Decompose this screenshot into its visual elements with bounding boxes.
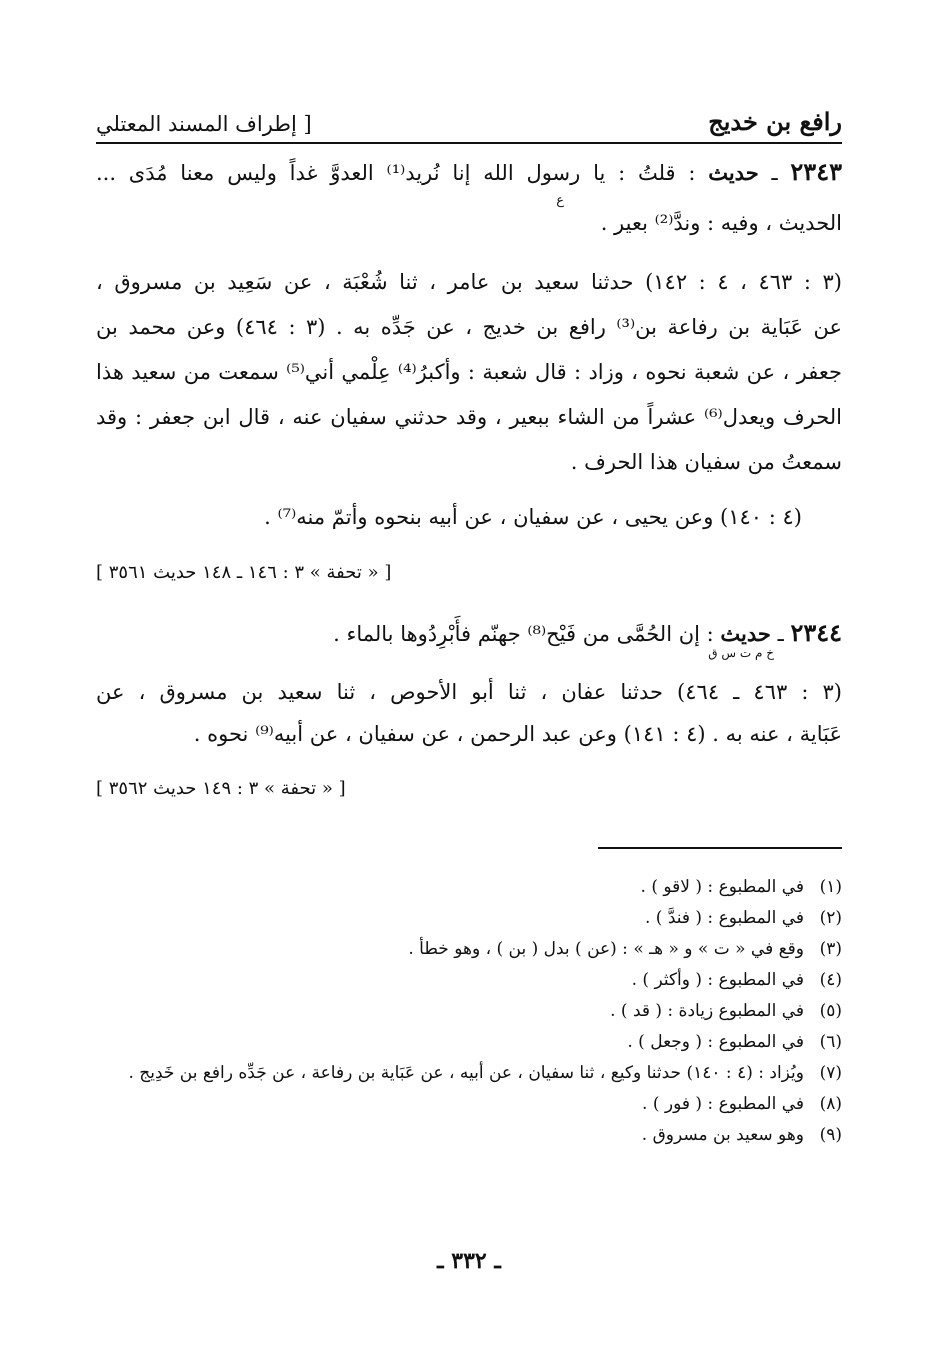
hadith-keyword: حديث xyxy=(708,160,759,185)
hadith-dash: ـ xyxy=(777,622,784,646)
hadith-keyword: حديث xyxy=(720,621,771,646)
footnote-number: (٥) xyxy=(819,1001,842,1021)
hadith-2343-text-line-1 xyxy=(96,152,842,193)
footnote-item xyxy=(96,1120,842,1151)
footnote-text: في المطبوع : ( فندَّ ) . xyxy=(644,908,804,928)
isnad-line: عن عَبَاية بن رفاعة بن⁽³⁾ رافع بن خديج ، عن جَدِّه به . (٣ : ٤٦٤) وعن محمد بن xyxy=(96,315,842,339)
footnote-item xyxy=(96,965,842,996)
header-book-title: [ إطراف المسند المعتلي xyxy=(96,112,312,136)
footnote-number: (٩) xyxy=(819,1125,842,1145)
hadith-2343-isnad xyxy=(96,262,842,482)
footnote-item xyxy=(96,996,842,1027)
footnote-text: في المطبوع زيادة : ( قد ) . xyxy=(610,1001,804,1021)
hadith-2344-isnad xyxy=(96,672,842,754)
footnote-item xyxy=(96,1089,842,1120)
hadith-2344-source-marks: خ م ت س ق xyxy=(708,646,774,660)
footnote-number: (١) xyxy=(819,877,842,897)
hadith-dash: ـ xyxy=(771,161,778,185)
hadith-2343-tuhfa-ref xyxy=(96,558,842,588)
footnote-text: وقع في « ت » و « هـ » : (عن ) بدل ( بن ) ، وهو خطأ . xyxy=(408,939,804,959)
footnote-text: في المطبوع : ( لاقو ) . xyxy=(640,877,804,897)
header-chapter-title: رافع بن خديج xyxy=(708,107,842,136)
hadith-matn: : قلتُ : يا رسول الله إنا نُريد⁽¹⁾ العدوَّ غداً وليس معنا مُدَى ... xyxy=(96,161,696,185)
isnad-line: (٣ : ٤٦٣ ، ٤ : ١٤٢) حدثنا سعيد بن عامر ، ثنا شُعْبَة ، عن سَعِيد بن مسروق ، xyxy=(96,270,842,294)
tuhfa-reference xyxy=(96,558,842,588)
hadith-entry-2344 xyxy=(96,613,842,660)
footnote-divider xyxy=(598,847,842,849)
footnote-text: في المطبوع : ( فور ) . xyxy=(642,1094,804,1114)
footnote-item xyxy=(96,1027,842,1058)
footnote-text: وهو سعيد بن مسروق . xyxy=(641,1125,804,1145)
footnote-text: ويُزاد : (٤ : ١٤٠) حدثنا وكيع ، ثنا سفيان ، عن أبيه ، عن عَبَاية بن رفاعة ، عن جَدِّه رافع بن خَدِيج . xyxy=(128,1063,804,1083)
page-number: ـ ٣٣٢ ـ xyxy=(437,1248,501,1274)
isnad-line: عَبَاية ، عنه به . (٤ : ١٤١) وعن عبد الرحمن ، عن سفيان ، عن أبيه⁽⁹⁾ نحوه . xyxy=(193,722,842,746)
footnote-text: في المطبوع : ( وأكثر ) . xyxy=(631,970,804,990)
hadith-number: ٢٣٤٣ xyxy=(790,157,842,186)
footnote-item xyxy=(96,872,842,903)
footnote-number: (٤) xyxy=(819,970,842,990)
footnote-number: (٦) xyxy=(819,1032,842,1052)
footnote-item xyxy=(96,934,842,965)
hadith-2343-text-line-2: الحديث ، وفيه : وندَّ⁽²⁾ بعير . xyxy=(600,211,842,235)
hadith-number: ٢٣٤٤ xyxy=(790,618,842,647)
running-header xyxy=(96,96,842,144)
footnotes xyxy=(96,872,842,1151)
tuhfa-reference xyxy=(96,774,842,804)
footnote-number: (٢) xyxy=(819,908,842,928)
hadith-2344-tuhfa-ref xyxy=(96,774,842,804)
tuhfa-reference-text: [ « تحفة » ٣ : ١٤٩ حديث ٣٥٦٢ ] xyxy=(96,778,346,799)
hadith-2343-isnad-2 xyxy=(96,497,842,537)
footnote-number: (٧) xyxy=(819,1063,842,1083)
hadith-entry-2343 xyxy=(96,152,842,243)
isnad-line: سمعتُ من سفيان هذا الحرف . xyxy=(570,450,842,474)
footnote-item xyxy=(96,903,842,934)
footnote-number: (٣) xyxy=(819,939,842,959)
footnote-text: في المطبوع : ( وجعل ) . xyxy=(627,1032,804,1052)
isnad-line: (٣ : ٤٦٣ ـ ٤٦٤) حدثنا عفان ، ثنا أبو الأحوص ، ثنا سعيد بن مسروق ، عن xyxy=(96,680,842,704)
isnad-line: (٤ : ١٤٠) وعن يحيى ، عن سفيان ، عن أبيه بنحوه وأتمّ منه⁽⁷⁾ . xyxy=(264,505,802,529)
tuhfa-reference-text: [ « تحفة » ٣ : ١٤٦ ـ ١٤٨ حديث ٣٥٦١ ] xyxy=(96,562,392,583)
isnad-line: جعفر ، عن شعبة نحوه ، وزاد : قال شعبة : وأكبرُ⁽⁴⁾ عِلْمي أني⁽⁵⁾ سمعت من سعيد هذا xyxy=(96,360,842,384)
hadith-matn: : إن الحُمَّى من فَيْح⁽⁸⁾ جهنّم فأَبْرِدُوها بالماء . xyxy=(333,622,714,646)
footnote-number: (٨) xyxy=(819,1094,842,1114)
footnote-item xyxy=(96,1058,842,1089)
hadith-2343-marker: ع xyxy=(556,193,564,208)
isnad-line: الحرف ويعدل⁽⁶⁾ عشراً من الشاء ببعير ، وقد حدثني سفيان عنه ، قال ابن جعفر : وقد xyxy=(96,405,842,429)
